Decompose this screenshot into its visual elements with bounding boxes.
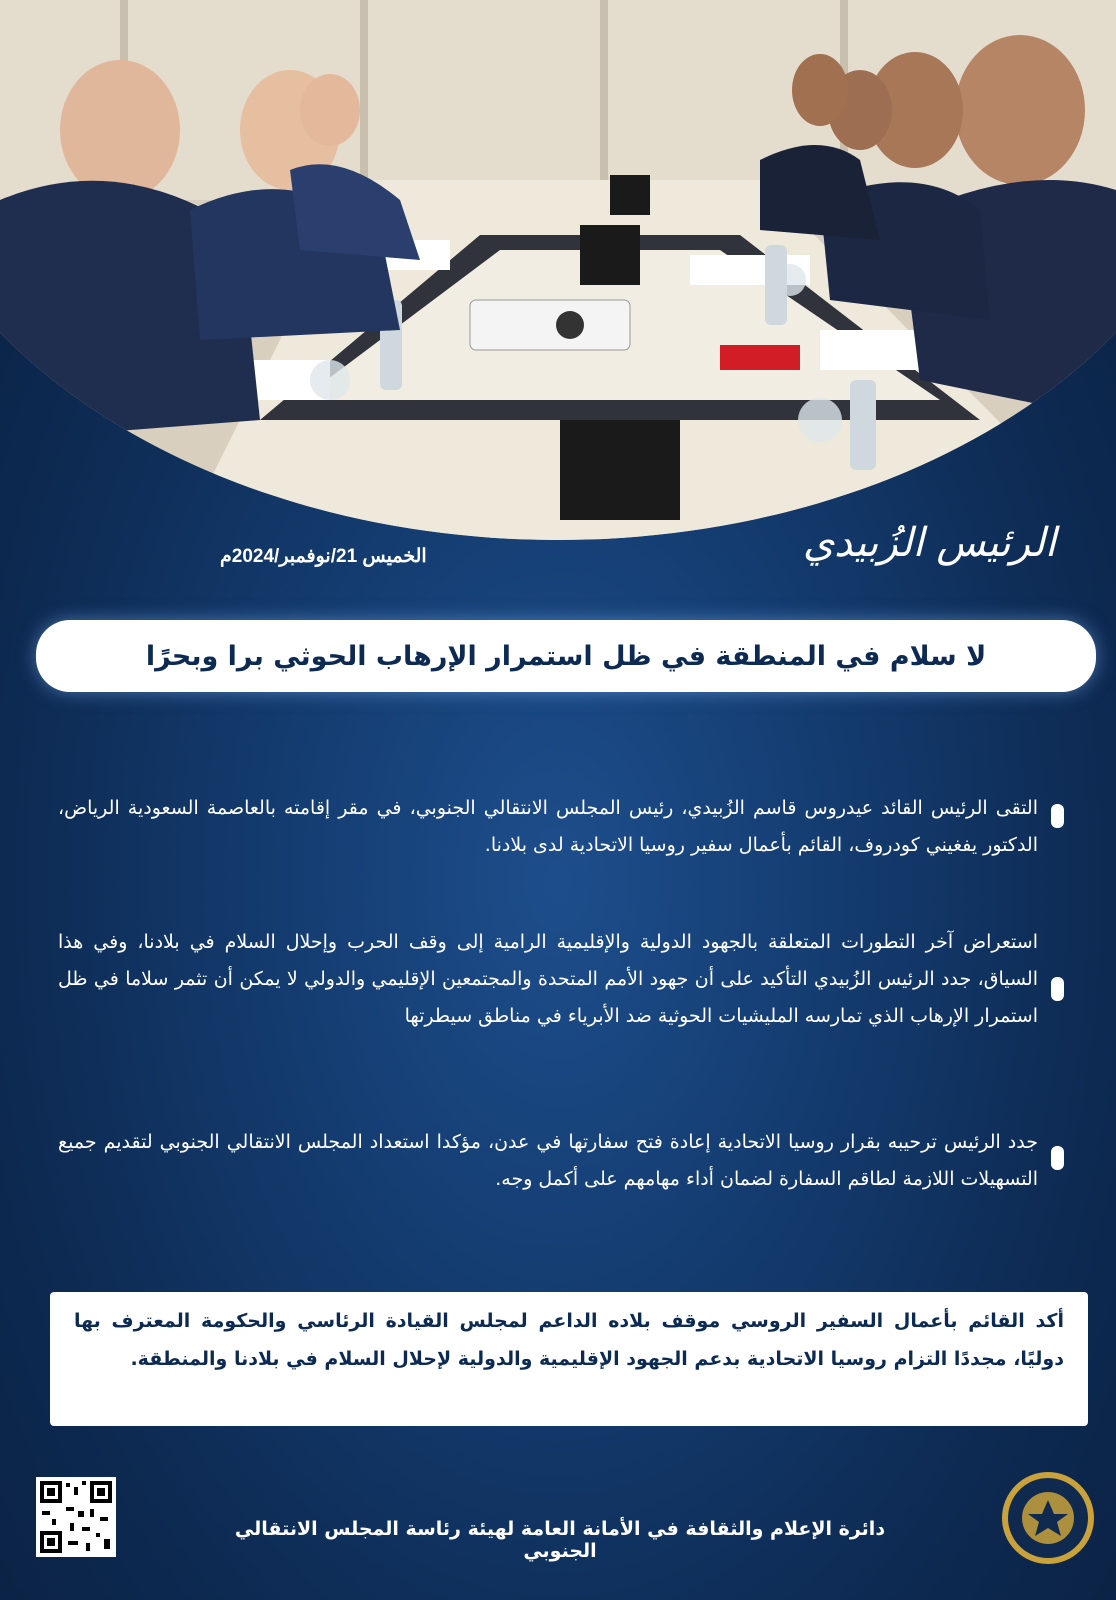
bullet-marker bbox=[1051, 1146, 1064, 1170]
footer-department: دائرة الإعلام والثقافة في الأمانة العامة لهيئة رئاسة المجلس الانتقالي الجنوبي bbox=[234, 1518, 886, 1562]
highlight-text: أكد القائم بأعمال السفير الروسي موقف بلاده الداعم لمجلس القيادة الرئاسي والحكومة المعترف بها دوليًا، مجددًا التزام روسيا الاتحادية بدعم الجهود الإقليمية والدولية لإحلال السلام في بلادنا والمنطقة. bbox=[74, 1310, 1064, 1370]
council-logo-icon bbox=[1000, 1470, 1096, 1566]
paragraph-1: التقى الرئيس القائد عيدروس قاسم الزُبيدي، رئيس المجلس الانتقالي الجنوبي، في مقر إقامته بالعاصمة السعودية الرياض، الدكتور يفغيني كودروف، القائم بأعمال سفير روسيا الاتحادية لدى بلادنا. bbox=[58, 797, 1038, 856]
headline-banner bbox=[36, 620, 1096, 692]
meeting-photo bbox=[0, 0, 1116, 540]
bullet-marker bbox=[1051, 977, 1064, 1001]
headline-text: لا سلام في المنطقة في ظل استمرار الإرهاب الحوثي برا وبحرًا bbox=[145, 640, 987, 672]
date-text: الخميس 21/نوفمبر/2024م bbox=[220, 546, 427, 567]
bullet-marker bbox=[1051, 804, 1064, 828]
highlight-box bbox=[50, 1292, 1088, 1426]
paragraph-2: استعراض آخر التطورات المتعلقة بالجهود الدولية والإقليمية الرامية إلى وقف الحرب وإحلال السلام في بلادنا، وفي هذا السياق، جدد الرئيس الزُبيدي التأكيد على أن جهود الأمم المتحدة والمجتمعين الإقليمي والدولي لا يمكن أن تثمر سلاما في ظل استمرار الإرهاب الذي تمارسه المليشيات الحوثية ضد الأبرياء في مناطق سيطرتها bbox=[58, 931, 1038, 1027]
president-title: الرئيس الزُبيدي bbox=[802, 520, 1056, 566]
paragraph-3: جدد الرئيس ترحيبه بقرار روسيا الاتحادية إعادة فتح سفارتها في عدن، مؤكدا استعداد المجلس الانتقالي الجنوبي لتقديم جميع التسهيلات اللازمة لطاقم السفارة لضمان أداء مهامهم على أكمل وجه. bbox=[58, 1131, 1038, 1190]
qr-code[interactable] bbox=[36, 1477, 116, 1557]
